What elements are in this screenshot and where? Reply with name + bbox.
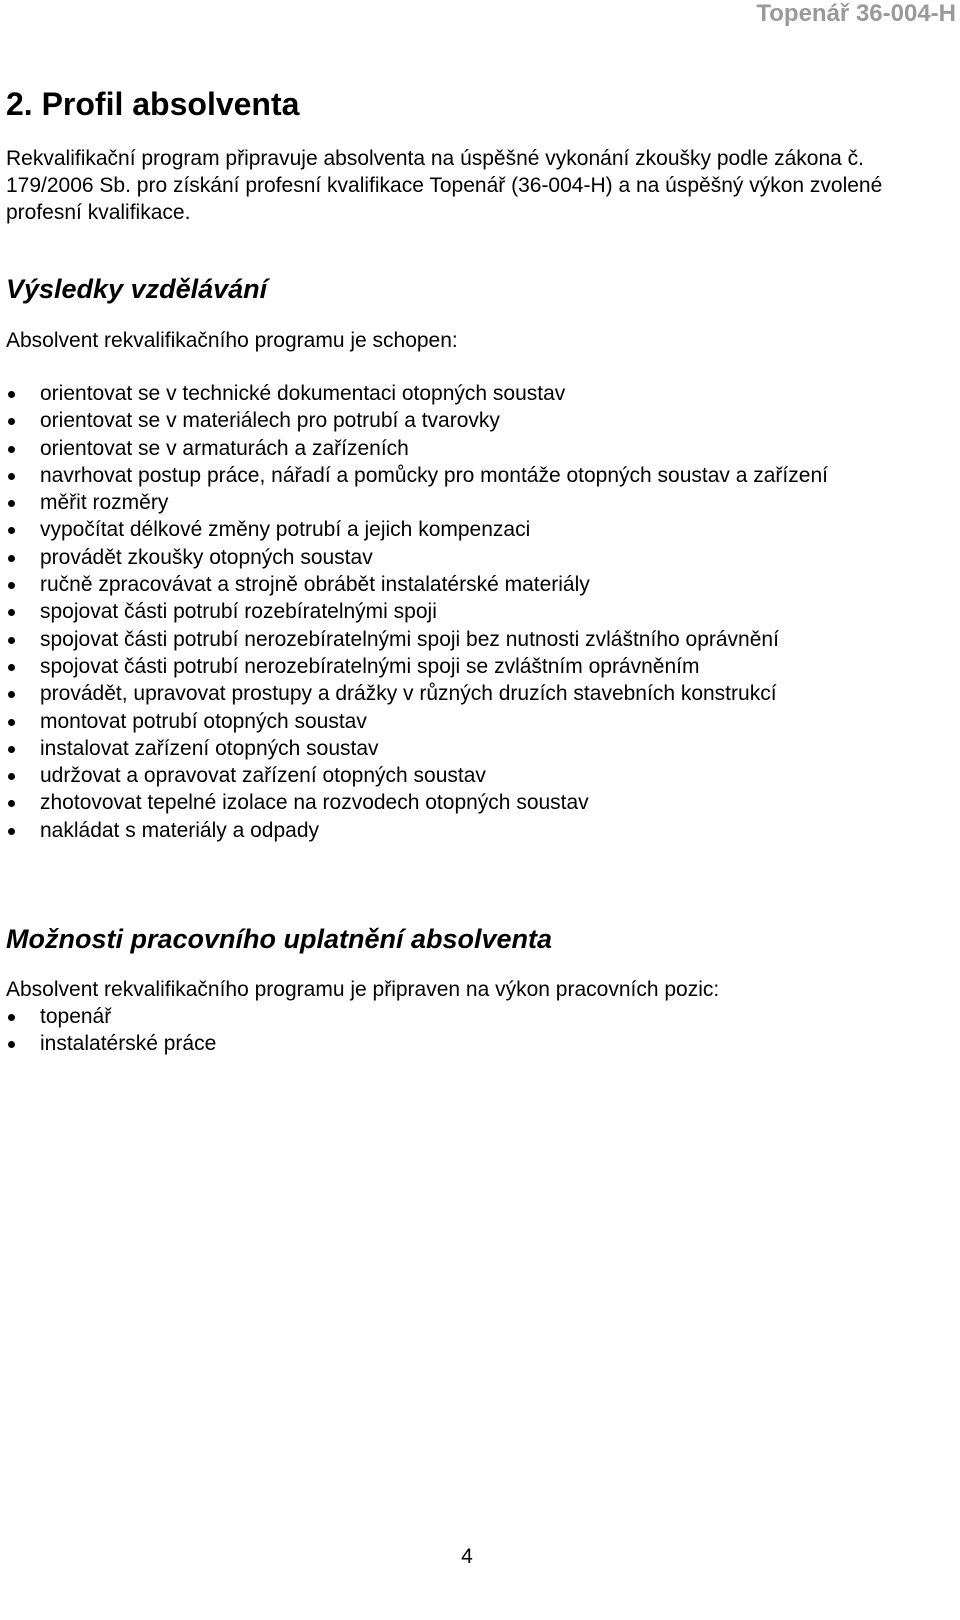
list-item-text: orientovat se v technické dokumentaci otopných soustav bbox=[40, 382, 566, 405]
list-item bbox=[0, 407, 950, 434]
bullet-icon bbox=[8, 800, 15, 807]
list-item-text: orientovat se v armaturách a zařízeních bbox=[40, 436, 409, 460]
employment-lead: Absolvent rekvalifikačního programu je připraven na výkon pracovních pozic: bbox=[6, 978, 720, 1001]
list-item-text: provádět zkoušky otopných soustav bbox=[40, 545, 373, 569]
bullet-icon bbox=[8, 637, 15, 644]
list-item bbox=[0, 598, 950, 625]
running-header-title: Topenář 36-004-H bbox=[756, 0, 956, 27]
bullet-icon bbox=[8, 719, 15, 726]
bullet-icon bbox=[8, 418, 15, 425]
bullet-icon bbox=[8, 746, 15, 753]
employment-heading: Možnosti pracovního uplatnění absolventa bbox=[6, 924, 553, 954]
page-number: 4 bbox=[461, 1545, 473, 1568]
bullet-icon bbox=[8, 500, 15, 507]
list-item bbox=[0, 1003, 950, 1030]
bullet-icon bbox=[8, 391, 15, 398]
list-item bbox=[0, 435, 950, 462]
list-item-text: spojovat části potrubí nerozebíratelnými spoji se zvláštním oprávněním bbox=[40, 654, 700, 678]
list-item-text: instalatérské práce bbox=[40, 1032, 217, 1056]
list-item bbox=[0, 626, 950, 653]
outcomes-list bbox=[0, 380, 950, 844]
bullet-icon bbox=[8, 828, 15, 835]
bullet-icon bbox=[8, 1014, 15, 1021]
list-item bbox=[0, 817, 950, 844]
list-item bbox=[0, 489, 950, 516]
list-item-text: navrhovat postup práce, nářadí a pomůcky pro montáže otopných soustav a zařízení bbox=[40, 463, 828, 487]
list-item-text: vypočítat délkové změny potrubí a jejich kompenzaci bbox=[40, 518, 531, 542]
bullet-icon bbox=[8, 446, 15, 453]
list-item-text: nakládat s materiály a odpady bbox=[40, 818, 319, 842]
list-item bbox=[0, 708, 950, 735]
list-item bbox=[0, 544, 950, 571]
list-item-text: zhotovovat tepelné izolace na rozvodech otopných soustav bbox=[40, 791, 589, 815]
list-item bbox=[0, 762, 950, 789]
intro-paragraph: Rekvalifikační program připravuje absolventa na úspěšné vykonání zkoušky podle zákona č. 179/2006 Sb. pro získání profesní kvalifikace Topenář (36-004-H) a na úspěšný výkon zvolené profesní kvalifikace. bbox=[6, 147, 883, 224]
list-item-text: spojovat části potrubí rozebíratelnými spoji bbox=[40, 600, 437, 624]
bullet-icon bbox=[8, 1041, 15, 1048]
list-item bbox=[0, 680, 950, 707]
outcomes-heading: Výsledky vzdělávání bbox=[6, 274, 268, 304]
bullet-icon bbox=[8, 664, 15, 671]
bullet-icon bbox=[8, 555, 15, 562]
list-item-text: orientovat se v materiálech pro potrubí a tvarovky bbox=[40, 409, 500, 433]
list-item bbox=[0, 462, 950, 489]
page-title: 2. Profil absolventa bbox=[6, 86, 300, 122]
list-item-text: ručně zpracovávat a strojně obrábět instalatérské materiály bbox=[40, 573, 590, 597]
list-item-text: topenář bbox=[40, 1005, 112, 1028]
list-item-text: montovat potrubí otopných soustav bbox=[40, 709, 367, 733]
list-item-text: spojovat části potrubí nerozebíratelnými spoji bez nutnosti zvláštního oprávnění bbox=[40, 627, 779, 651]
list-item bbox=[0, 516, 950, 543]
list-item bbox=[0, 735, 950, 762]
bullet-icon bbox=[8, 527, 15, 534]
list-item-text: měřit rozměry bbox=[40, 491, 169, 515]
bullet-icon bbox=[8, 473, 15, 480]
bullet-icon bbox=[8, 773, 15, 780]
list-item bbox=[0, 653, 950, 680]
bullet-icon bbox=[8, 691, 15, 698]
bullet-icon bbox=[8, 609, 15, 616]
list-item bbox=[0, 380, 950, 407]
list-item-text: provádět, upravovat prostupy a drážky v různých druzích stavebních konstrukcí bbox=[40, 682, 777, 706]
list-item bbox=[0, 1030, 950, 1057]
outcomes-lead: Absolvent rekvalifikačního programu je schopen: bbox=[6, 329, 458, 352]
list-item-text: instalovat zařízení otopných soustav bbox=[40, 736, 379, 760]
list-item-text: udržovat a opravovat zařízení otopných soustav bbox=[40, 764, 486, 788]
bullet-icon bbox=[8, 582, 15, 589]
employment-list bbox=[0, 1003, 950, 1058]
list-item bbox=[0, 571, 950, 598]
list-item bbox=[0, 789, 950, 816]
